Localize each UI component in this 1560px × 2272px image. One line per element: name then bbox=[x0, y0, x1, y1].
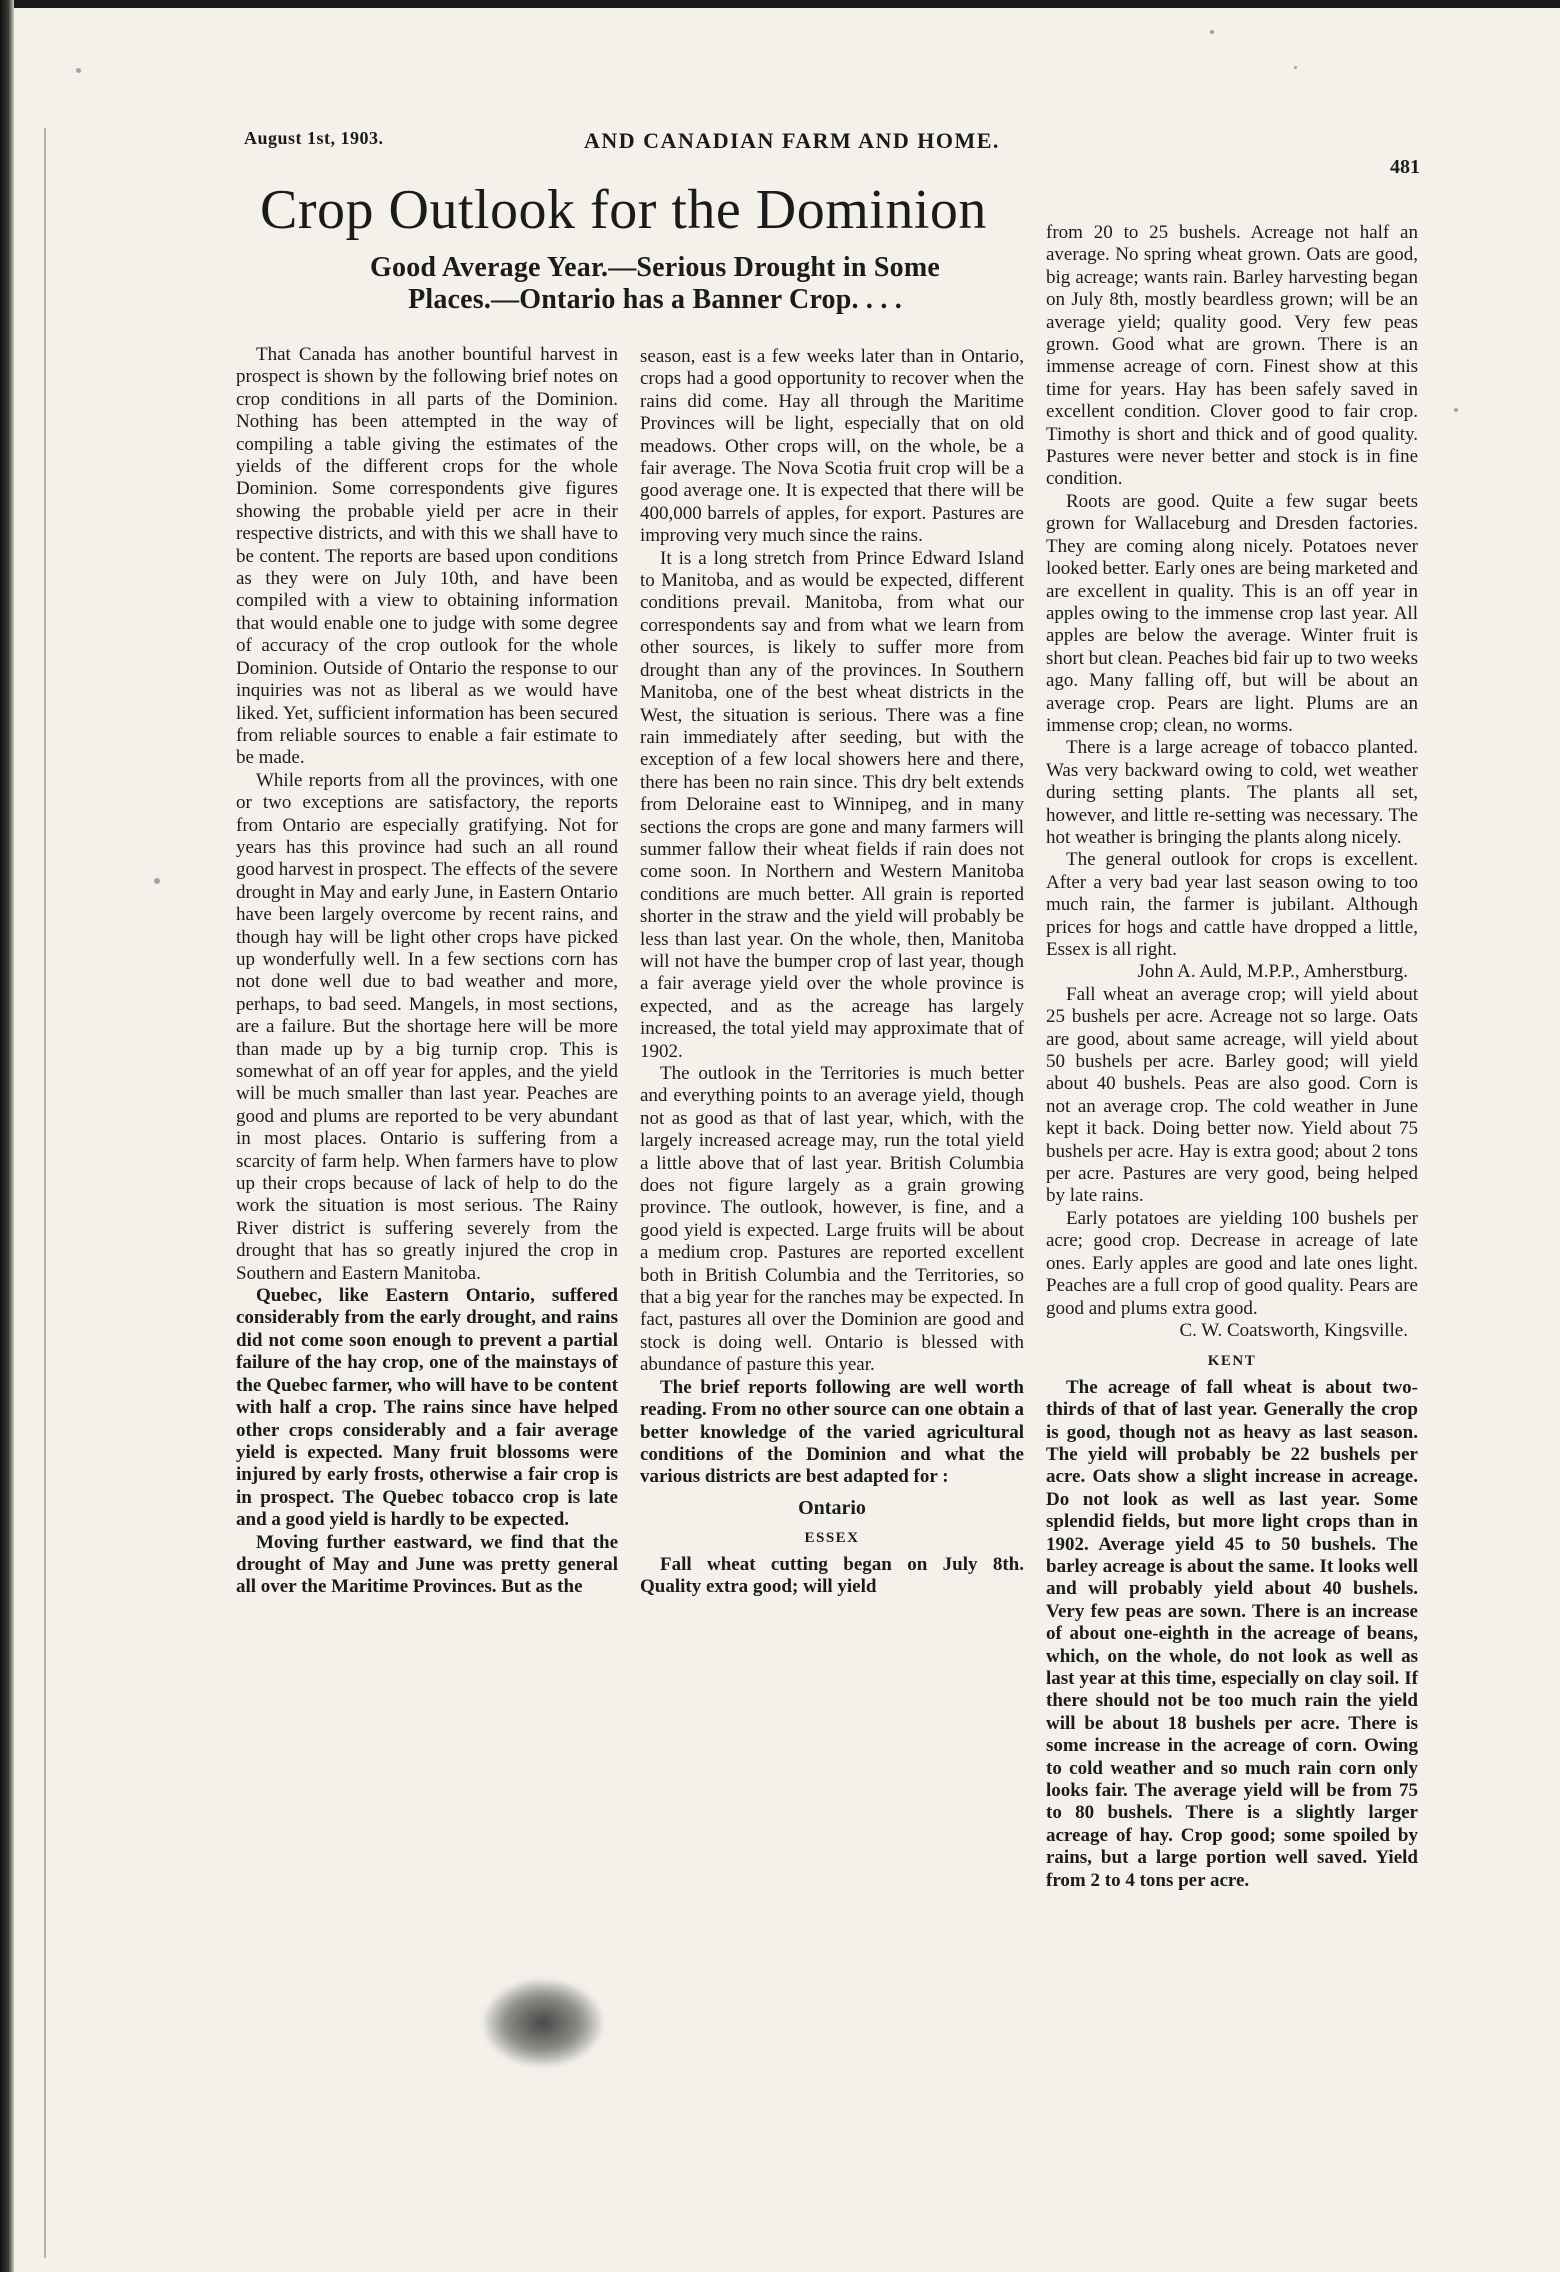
paragraph: The brief reports following are well worth reading. From no other source can one obtain a better knowledge of the varied agricultural conditions of the Dominion and what the various districts are best adapted for : bbox=[640, 1376, 1024, 1488]
paragraph: Roots are good. Quite a few sugar beets grown for Wallaceburg and Dresden factories. They are coming along nicely. Potatoes never looked better. Early ones are being marketed and are excellent in quality. This is an off year in apples owing to the immense crop last year. All apples are below the average. Winter fruit is short but clean. Peaches bid fair up to two weeks ago. Many falling off, but will be about an average crop. Pears are light. Plums are an immense crop; clean, no worms. bbox=[1046, 490, 1418, 736]
ink-speck bbox=[1294, 66, 1297, 69]
ink-speck bbox=[76, 68, 81, 73]
ink-smudge bbox=[484, 1980, 602, 2066]
binding-line bbox=[44, 128, 46, 2258]
scan-edge bbox=[0, 0, 14, 2272]
column-1 bbox=[236, 344, 618, 1599]
ink-speck bbox=[1210, 30, 1214, 34]
district-heading: ESSEX bbox=[804, 1530, 860, 1547]
deck-line: Places.—Ontario has a Banner Crop. . . . bbox=[408, 284, 902, 315]
ink-speck bbox=[1454, 408, 1458, 412]
district-heading: KENT bbox=[1207, 1353, 1257, 1370]
issue-date: August 1st, 1903. bbox=[244, 128, 384, 148]
page-number: 481 bbox=[1390, 156, 1420, 178]
correspondent-signature: C. W. Coatsworth, Kingsville. bbox=[1179, 1319, 1408, 1341]
paragraph: Fall wheat an average crop; will yield about 25 bushels per acre. Acreage not so large. Oats are good, about same acreage, will yield about 50 bushels per acre. Barley good; will yield about 40 bushels. Peas are also good. Corn is not an average crop. The cold weather in June kept it back. Doing better now. Yield about 75 bushels per acre. Hay is extra good; about 2 tons per acre. Pastures are very good, being helped by late rains. bbox=[1046, 983, 1418, 1207]
article-deck bbox=[330, 252, 980, 316]
newspaper-page bbox=[14, 8, 1560, 2272]
section-heading: Ontario bbox=[798, 1496, 866, 1519]
journal-running-title: AND CANADIAN FARM AND HOME. bbox=[584, 128, 1000, 153]
paragraph: The outlook in the Territories is much better and everything points to an average yield, though not as good as that of last year, which, with the largely increased acreage may, run the total yield a little above that of last year. British Columbia does not figure largely as a grain growing province. The outlook, however, is fine, and a good yield is expected. Large fruits will be about a medium crop. Pastures are reported excellent both in British Columbia and the Territories, so that a big year for the ranches may be expected. In fact, pastures all over the Dominion are good and stock is doing well. Ontario is blessed with abundance of pasture this year. bbox=[640, 1063, 1024, 1376]
deck-line: Good Average Year.—Serious Drought in Some bbox=[370, 252, 940, 283]
ink-speck bbox=[154, 878, 160, 884]
correspondent-signature: John A. Auld, M.P.P., Amherstburg. bbox=[1137, 961, 1408, 983]
column-2 bbox=[640, 346, 1024, 1598]
paragraph: from 20 to 25 bushels. Acreage not half an average. No spring wheat grown. Oats are good, big acreage; wants rain. Barley harvesting began on July 8th, mostly beardless grown; will be an average yield; quality good. Very few peas grown. Good what are grown. There is an immense acreage of corn. Finest show at this time for years. Hay has been safely saved in excellent condition. Clover good to fair crop. Timothy is short and thick and of good quality. Pastures were never better and stock is in fine condition. bbox=[1046, 222, 1418, 490]
paragraph: That Canada has another bountiful harvest in prospect is shown by the following brief notes on crop conditions in all parts of the Dominion. Nothing has been attempted in the way of compiling a table giving the estimates of the yields of the different crops for the whole Dominion. Some correspondents give figures showing the probable yield per acre in their respective districts, and with this we shall have to be content. The reports are based upon conditions as they were on July 10th, and have been compiled with a view to obtaining information that would enable one to judge with some degree of accuracy of the crop outlook for the whole Dominion. Outside of Ontario the response to our inquiries was not as liberal as we would have liked. Yet, sufficient information has been secured from reliable sources to enable a fair estimate to be made. bbox=[236, 344, 618, 769]
column-3 bbox=[1046, 222, 1418, 1892]
paragraph: It is a long stretch from Prince Edward Island to Manitoba, and as would be expected, different conditions prevail. Manitoba, from what our correspondents say and from what we learn from other sources, is likely to suffer more from drought than any of the provinces. In Southern Manitoba, one of the best wheat districts in the West, the situation is serious. There was a fine rain immediately after seeding, but with the exception of a few local showers here and there, there has been no rain since. This dry belt extends from Deloraine east to Winnipeg, and in many sections the crops are gone and many farmers will summer fallow their wheat fields if rain does not come soon. In Northern and Western Manitoba conditions are much better. All grain is reported shorter in the straw and the yield will probably be less than last year. On the whole, then, Manitoba will not have the bumper crop of last year, though a fair average yield over the whole province is expected, and as the acreage has largely increased, the total yield may approximate that of 1902. bbox=[640, 547, 1024, 1062]
paragraph: Moving further eastward, we find that the drought of May and June was pretty general all over the Maritime Provinces. But as the bbox=[236, 1531, 618, 1598]
paragraph: There is a large acreage of tobacco planted. Was very backward owing to cold, wet weather during setting plants. The plants all set, however, and little re-setting was necessary. The hot weather is bringing the plants along nicely. bbox=[1046, 737, 1418, 848]
paragraph: While reports from all the provinces, with one or two exceptions are satisfactory, the reports from Ontario are especially gratifying. Not for years has this province had such an all round good harvest in prospect. The effects of the severe drought in May and early June, in Eastern Ontario have been largely overcome by recent rains, and though hay will be light other crops have picked up wonderfully well. In a few sections corn has not done well due to bad weather and more, perhaps, to bad seed. Mangels, in most sections, are a failure. But the shortage here will be more than made up by a big turnip crop. This is somewhat of an off year for apples, and the yield will be much smaller than last year. Peaches are good and plums are reported to be very abundant in most places. Ontario is suffering from a scarcity of farm help. When farmers have to plow up their crops because of lack of help to do the work the situation is most serious. The Rainy River district is suffering severely from the drought that has so greatly injured the crop in Southern and Eastern Manitoba. bbox=[236, 769, 618, 1284]
paragraph: season, east is a few weeks later than in Ontario, crops had a good opportunity to recover when the rains did come. Hay all through the Maritime Provinces will be light, especially that on old meadows. Other crops will, on the whole, be a fair average. The Nova Scotia fruit crop will be a good average one. It is expected that there will be 400,000 barrels of apples, for export. Pastures are improving very much since the rains. bbox=[640, 346, 1024, 547]
paragraph: Quebec, like Eastern Ontario, suffered considerably from the early drought, and rains did not come soon enough to prevent a partial failure of the hay crop, one of the mainstays of the Quebec farmer, who will have to be content with half a crop. The rains since have helped other crops considerably and a fair average yield is expected. Many fruit blossoms were injured by early frosts, otherwise a fair crop is in prospect. The Quebec tobacco crop is late and a good yield is hardly to be expected. bbox=[236, 1285, 618, 1531]
paragraph: The acreage of fall wheat is about two-thirds of that of last year. Generally the crop is good, though not as heavy as last season. The yield will probably be 22 bushels per acre. Oats show a slight increase in acreage. Do not look as well as last year. Some splendid fields, but more light crops than in 1902. Average yield 45 to 50 bushels. The barley acreage is about the same. It looks well and will probably yield about 40 bushels. Very few peas are sown. There is an increase of about one-eighth in the acreage of beans, which, on the whole, do not look as well as last year at this time, especially on clay soil. If there should not be too much rain the yield will be about 18 bushels per acre. There is some increase in the acreage of corn. Owing to cold weather and so much rain corn only looks fair. The average yield will be from 75 to 80 bushels. There is a slightly larger acreage of hay. Crop good; some spoiled by rains, but a large portion well saved. Yield from 2 to 4 tons per acre. bbox=[1046, 1376, 1418, 1891]
article-headline: Crop Outlook for the Dominion bbox=[260, 179, 987, 241]
paragraph: Fall wheat cutting began on July 8th. Quality extra good; will yield bbox=[640, 1553, 1024, 1597]
paragraph: Early potatoes are yielding 100 bushels per acre; good crop. Decrease in acreage of late ones. Early apples are good and late ones light. Peaches are a full crop of good quality. Pears are good and plums extra good. bbox=[1046, 1207, 1418, 1319]
paragraph: The general outlook for crops is excellent. After a very bad year last season owing to too much rain, the farmer is jubilant. Although prices for hogs and cattle have dropped a little, Essex is all right. bbox=[1046, 849, 1418, 960]
